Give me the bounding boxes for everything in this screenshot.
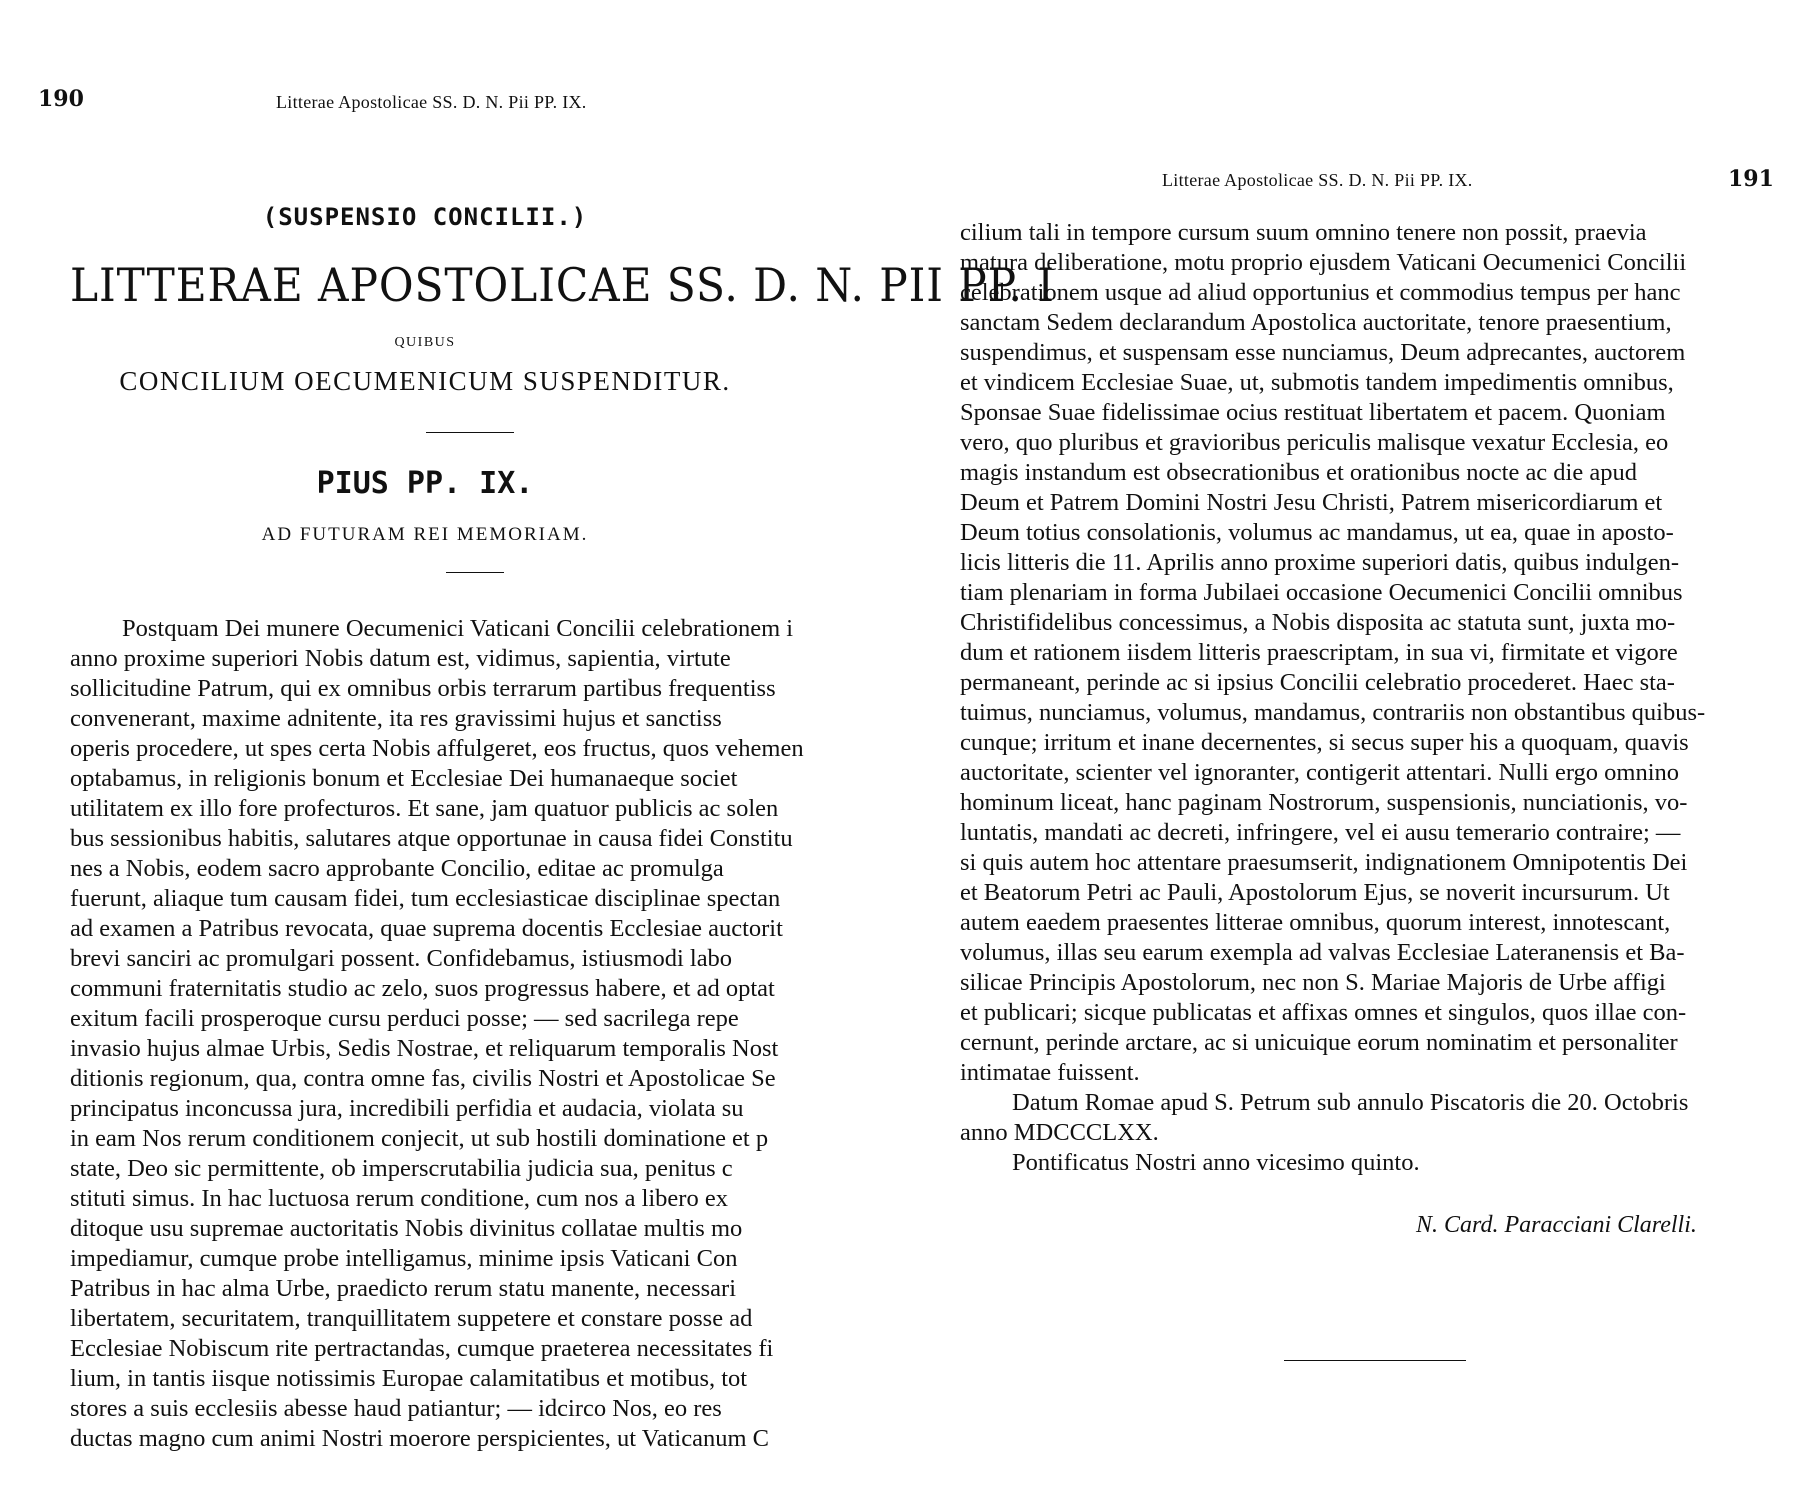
text-line: suspendimus, et suspensam esse nunciamus, Deum adprecantes, auctorem — [960, 339, 1686, 366]
running-head: Litterae Apostolicae SS. D. N. Pii PP. IX. — [276, 92, 587, 112]
signature: N. Card. Paracciani Clarelli. — [1416, 1212, 1697, 1238]
text-line: principatus inconcussa jura, incredibili perfidia et audacia, violata su — [70, 1095, 744, 1122]
text-line: permaneant, perinde ac si ipsius Concilii celebratio procederet. Haec sta- — [960, 669, 1675, 696]
text-line: dum et rationem iisdem litteris praescriptam, in sua vi, firmitate et vigore — [960, 639, 1678, 666]
main-title: LITTERAE APOSTOLICAE SS. D. N. PII PP. I — [70, 258, 1055, 312]
page-number: 191 — [1728, 166, 1774, 192]
text-line: libertatem, securitatem, tranquillitatem suppetere et constare posse ad — [70, 1305, 753, 1332]
text-line: Postquam Dei munere Oecumenici Vaticani Concilii celebrationem i — [122, 615, 794, 642]
text-line: anno proxime superiori Nobis datum est, vidimus, sapientia, virtute — [70, 645, 731, 672]
text-line: Christifidelibus concessimus, a Nobis disposita ac statuta sunt, juxta mo- — [960, 609, 1676, 636]
text-line: cilium tali in tempore cursum suum omnino tenere non possit, praevia — [960, 219, 1647, 246]
divider — [426, 432, 514, 433]
text-line: cernunt, perinde arctare, ac si unicuique eorum nominatim et personaliter — [960, 1029, 1678, 1056]
running-head: Litterae Apostolicae SS. D. N. Pii PP. IX. — [1162, 170, 1473, 190]
text-line: tiam plenariam in forma Jubilaei occasione Oecumenici Concilii omnibus — [960, 579, 1683, 606]
text-line: ditionis regionum, qua, contra omne fas, civilis Nostri et Apostolicae Se — [70, 1065, 776, 1092]
text-line: et vindicem Ecclesiae Suae, ut, submotis tandem impedimentis omnibus, — [960, 369, 1674, 396]
text-line: sanctam Sedem declarandum Apostolica auctoritate, tenore praesentium, — [960, 309, 1672, 336]
text-line: cunque; irritum et inane decernentes, si secus super his a quoquam, quavis — [960, 729, 1689, 756]
text-line: stores a suis ecclesiis abesse haud patiantur; — idcirco Nos, eo res — [70, 1395, 722, 1422]
section-label: (SUSPENSIO CONCILII.) — [262, 203, 588, 231]
text-line: et publicari; sicque publicatas et affixas omnes et singulos, quos illae con- — [960, 999, 1687, 1026]
text-line: celebrationem usque ad aliud opportunius et commodius tempus per hanc — [960, 279, 1681, 306]
text-line: ductas magno cum animi Nostri moerore perspicientes, ut Vaticanum C — [70, 1425, 769, 1452]
pope-heading: PIUS PP. IX. — [316, 466, 534, 501]
text-line: licis litteris die 11. Aprilis anno proxime superiori datis, quibus indulgen- — [960, 549, 1680, 576]
end-rule — [1284, 1360, 1466, 1361]
text-line: Deum et Patrem Domini Nostri Jesu Christi, Patrem misericordiarum et — [960, 489, 1663, 516]
text-line: lium, in tantis iisque notissimis Europae calamitatibus et motibus, tot — [70, 1365, 748, 1392]
text-line: exitum facili prosperoque cursu perduci posse; — sed sacrilega repe — [70, 1005, 739, 1032]
text-line: convenerant, maxime adnitente, ita res gravissimi hujus et sanctiss — [70, 705, 722, 732]
quibus-label: QUIBUS — [394, 335, 456, 350]
text-line: utilitatem ex illo fore profecturos. Et sane, jam quatuor publicis ac solen — [70, 795, 779, 822]
text-line: impediamur, cumque probe intelligamus, minime ipsis Vaticani Con — [70, 1245, 738, 1272]
ad-futuram: AD FUTURAM REI MEMORIAM. — [261, 524, 589, 545]
text-line: Ecclesiae Nobiscum rite pertractandas, cumque praeterea necessitates fi — [70, 1335, 774, 1362]
text-line: invasio hujus almae Urbis, Sedis Nostrae, et reliquarum temporalis Nost — [70, 1035, 779, 1062]
text-line: nes a Nobis, eodem sacro approbante Concilio, editae ac promulga — [70, 855, 724, 882]
text-line: optabamus, in religionis bonum et Ecclesiae Dei humanaeque societ — [70, 765, 738, 792]
text-line: Deum totius consolationis, volumus ac mandamus, ut ea, quae in aposto- — [960, 519, 1674, 546]
text-line: luntatis, mandati ac decreti, infringere, vel ei ausu temerario contraire; — — [960, 819, 1681, 846]
text-line: autem eaedem praesentes litterae omnibus, quorum interest, innotescant, — [960, 909, 1671, 936]
text-line: anno MDCCCLXX. — [960, 1119, 1159, 1146]
text-line: bus sessionibus habitis, salutares atque opportunae in causa fidei Constitu — [70, 825, 793, 852]
text-line: in eam Nos rerum conditionem conjecit, ut sub hostili dominatione et p — [70, 1125, 769, 1152]
text-line: intimatae fuissent. — [960, 1059, 1140, 1086]
text-line: ad examen a Patribus revocata, quae suprema docentis Ecclesiae auctorit — [70, 915, 783, 942]
divider — [446, 572, 504, 573]
body-text — [70, 614, 804, 1454]
text-line: auctoritate, scienter vel ignoranter, contigerit attentari. Nulli ergo omnino — [960, 759, 1680, 786]
text-line: stituti simus. In hac luctuosa rerum conditione, cum nos a libero ex — [70, 1185, 728, 1212]
text-line: fuerunt, aliaque tum causam fidei, tum ecclesiasticae disciplinae spectan — [70, 885, 781, 912]
text-line: sollicitudine Patrum, qui ex omnibus orbis terrarum partibus frequentiss — [70, 675, 776, 702]
text-line: Sponsae Suae fidelissimae ocius restituat libertatem et pacem. Quoniam — [960, 399, 1666, 426]
text-line: Pontificatus Nostri anno vicesimo quinto. — [1012, 1149, 1420, 1176]
right-page — [940, 0, 1808, 1500]
text-line: Patribus in hac alma Urbe, praedicto rerum statu manente, necessari — [70, 1275, 737, 1302]
text-line: state, Deo sic permittente, ob imperscrutabilia judicia sua, penitus c — [70, 1155, 733, 1182]
text-line: operis procedere, ut spes certa Nobis affulgeret, eos fructus, quos vehemen — [70, 735, 804, 762]
text-line: matura deliberatione, motu proprio ejusdem Vaticani Oecumenici Concilii — [960, 249, 1687, 276]
body-text — [960, 218, 1705, 1178]
text-line: brevi sanciri ac promulgari possent. Confidebamus, istiusmodi labo — [70, 945, 733, 972]
text-line: et Beatorum Petri ac Pauli, Apostolorum Ejus, se noverit incursurum. Ut — [960, 879, 1670, 906]
text-line: Datum Romae apud S. Petrum sub annulo Piscatoris die 20. Octobris — [1012, 1089, 1689, 1116]
subtitle: CONCILIUM OECUMENICUM SUSPENDITUR. — [119, 366, 731, 396]
page-number: 190 — [38, 86, 84, 112]
text-line: si quis autem hoc attentare praesumserit, indignationem Omnipotentis Dei — [960, 849, 1688, 876]
text-line: tuimus, nunciamus, volumus, mandamus, contrariis non obstantibus quibus- — [960, 699, 1706, 726]
text-line: communi fraternitatis studio ac zelo, suos progressus habere, et ad optat — [70, 975, 775, 1002]
text-line: silicae Principis Apostolorum, nec non S. Mariae Majoris de Urbe affigi — [960, 969, 1666, 996]
text-line: vero, quo pluribus et gravioribus periculis malisque vexatur Ecclesia, eo — [960, 429, 1669, 456]
text-line: hominum liceat, hanc paginam Nostrorum, suspensionis, nunciationis, vo- — [960, 789, 1688, 816]
text-line: magis instandum est obsecrationibus et orationibus nocte ac die apud — [960, 459, 1637, 486]
text-line: ditoque usu supremae auctoritatis Nobis divinitus collatae multis mo — [70, 1215, 743, 1242]
text-line: volumus, illas seu earum exempla ad valvas Ecclesiae Lateranensis et Ba- — [960, 939, 1685, 966]
